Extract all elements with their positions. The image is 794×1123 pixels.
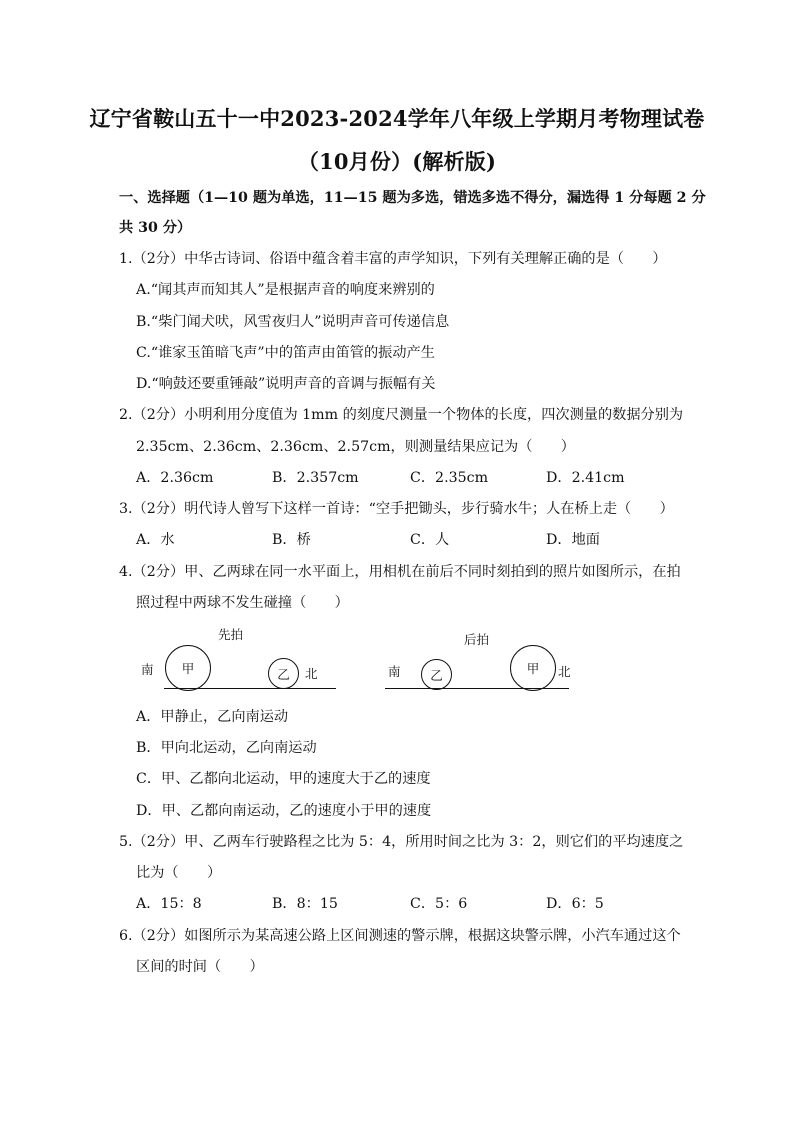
question-3-option-a: A．水 [136,532,175,548]
section-header-line2: 共 30 分） [119,220,192,236]
question-5-option-a: A．15：8 [136,896,202,912]
question-3-option-d: D．地面 [546,532,600,548]
question-5-stem-line2: 比为（ ） [136,865,222,881]
section-header-line1: 一、选择题（1—10 题为单选，11—15 题为多选，错选多选不得分，漏选得 1 分每题 2 分 [119,190,706,206]
question-5-option-d: D．6：5 [546,896,604,912]
question-3-option-c: C．人 [410,532,450,548]
question-6-stem-line1: 6.（2分）如图所示为某高速公路上区间测速的警示牌，根据这块警示牌，小汽车通过这个 [119,928,681,944]
figure-after-ball-jia: 甲 [510,645,556,691]
question-2-option-c: C．2.35cm [410,470,489,486]
figure-after-south-label: 南 [388,664,401,679]
question-2-stem-line1: 2.（2分）小明利用分度值为 1mm 的刻度尺测量一个物体的长度，四次测量的数据分别为 [119,407,684,423]
exam-title-line1: 辽宁省鞍山五十一中2023-2024学年八年级上学期月考物理试卷 [89,106,705,131]
question-1-option-a: A.“闻其声而知其人”是根据声音的响度来辨别的 [136,282,435,298]
figure-before-north-label: 北 [305,666,318,681]
figure-before-south-label: 南 [141,662,154,677]
figure-before-ball-jia: 甲 [165,645,211,691]
question-1-option-c: C.“谁家玉笛暗飞声”中的笛声由笛管的振动产生 [136,345,435,361]
figure-before-ball-yi: 乙 [268,658,299,689]
exam-title-line2: （10月份）(解析版) [297,149,497,174]
question-4-option-a: A．甲静止，乙向南运动 [136,709,289,725]
question-2-stem-line2: 2.35cm、2.36cm、2.36cm、2.57cm，则测量结果应记为（ ） [136,439,575,455]
question-3-option-b: B．桥 [272,532,311,548]
question-4-option-c: C．甲、乙都向北运动，甲的速度大于乙的速度 [136,771,431,787]
question-4-option-d: D．甲、乙都向南运动，乙的速度小于甲的速度 [136,803,432,819]
figure-after-caption: 后拍 [464,632,490,647]
question-2-option-d: D．2.41cm [546,470,625,486]
figure-before-ground-line [164,688,336,689]
question-1-option-b: B.“柴门闻犬吠，风雪夜归人”说明声音可传递信息 [136,314,450,330]
question-5-stem-line1: 5.（2分）甲、乙两车行驶路程之比为 5：4，所用时间之比为 3：2，则它们的平均速度之 [119,834,684,850]
figure-before-caption: 先拍 [218,627,244,642]
question-3-stem: 3.（2分）明代诗人曾写下这样一首诗：“空手把锄头，步行骑水牛；人在桥上走（ ） [119,501,674,517]
question-1-option-d: D.“响鼓还要重锤敲”说明声音的音调与振幅有关 [136,376,436,392]
figure-after-ground-line [385,688,569,689]
question-2-option-a: A．2.36cm [136,470,214,486]
question-4-stem-line1: 4.（2分）甲、乙两球在同一水平面上，用相机在前后不同时刻拍到的照片如图所示，在拍 [119,564,681,580]
question-6-stem-line2: 区间的时间（ ） [136,959,264,975]
question-5-option-b: B．8：15 [272,896,338,912]
figure-after-ball-yi: 乙 [421,659,452,690]
question-2-option-b: B．2.357cm [272,470,359,486]
figure-after-north-label: 北 [558,664,571,679]
question-5-option-c: C．5：6 [410,896,468,912]
question-1-stem: 1.（2分）中华古诗词、俗语中蕴含着丰富的声学知识，下列有关理解正确的是（ ） [119,251,667,267]
question-4-stem-line2: 照过程中两球不发生碰撞（ ） [136,595,349,611]
question-4-option-b: B．甲向北运动，乙向南运动 [136,740,317,756]
